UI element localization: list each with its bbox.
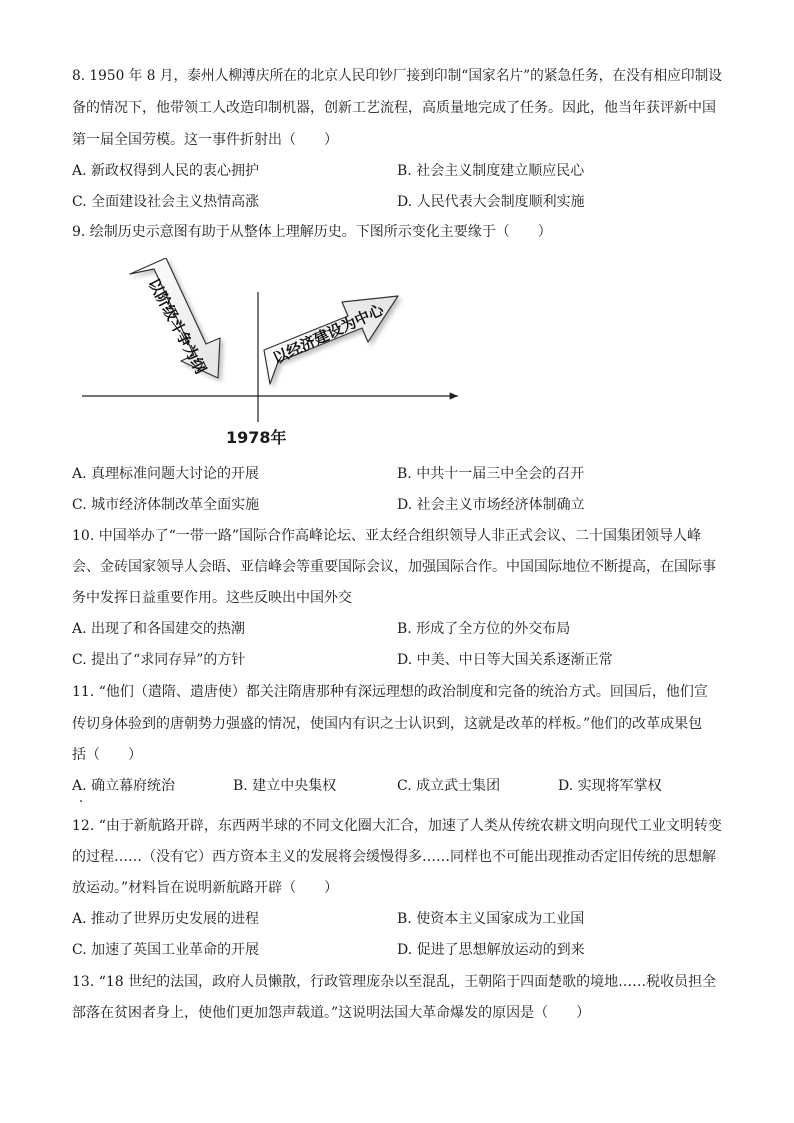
q12-option-d[interactable]: D. 促进了思想解放运动的到来 (397, 942, 585, 958)
q11-option-c[interactable]: C. 成立武士集团 (397, 778, 501, 794)
q13-stem-line-2: 部落在贫困者身上，使他们更加怨声载道。”这说明法国大革命爆发的原因是（ ） (72, 1005, 591, 1021)
q13-stem-line-1: 13. “18 世纪的法国，政府人员懒散，行政管理庞杂以至混乱，王朝陷于四面楚歌的境地……税收员担全 (72, 974, 717, 990)
q9-stem: 9. 绘制历史示意图有助于从整体上理解历史。下图所示变化主要缘于（ ） (72, 224, 552, 240)
q12-option-b[interactable]: B. 使资本主义国家成为工业国 (397, 911, 585, 927)
q10-option-d[interactable]: D. 中美、中日等大国关系逐渐正常 (397, 652, 613, 668)
q8-option-a[interactable]: A. 新政权得到人民的衷心拥护 (72, 163, 260, 179)
stray-dot (80, 800, 82, 802)
q10-stem-line-2: 会、金砖国家领导人会晤、亚信峰会等重要国际会议，加强国际合作。中国国际地位不断提高，在国际事 (72, 559, 716, 575)
q11-option-b[interactable]: B. 建立中央集权 (233, 778, 337, 794)
q11-stem-line-1: 11. “他们（遣隋、遣唐使）都关注隋唐那种有深远理想的政治制度和完备的统治方式。回国后，他们宣 (72, 684, 708, 700)
q10-stem-line-3: 务中发挥日益重要作用。这些反映出中国外交 (72, 590, 352, 606)
q8-stem-line-1: 8. 1950 年 8 月，泰州人柳溥庆所在的北京人民印钞厂接到印制“国家名片”的紧急任务，在没有相应印制设 (72, 68, 723, 84)
q8-stem-line-2: 备的情况下，他带领工人改造印制机器，创新工艺流程，高质量地完成了任务。因此，他当年获评新中国 (72, 100, 716, 116)
q12-option-c[interactable]: C. 加速了英国工业革命的开展 (72, 942, 260, 958)
arrow-up-label: 以经济建设为中心 (270, 300, 387, 368)
q9-option-d[interactable]: D. 社会主义市场经济体制确立 (397, 497, 585, 513)
q11-stem-line-3: 括（ ） (72, 747, 142, 763)
q8-option-c[interactable]: C. 全面建设社会主义热情高涨 (72, 194, 260, 210)
q9-option-a[interactable]: A. 真理标准问题大讨论的开展 (72, 466, 260, 482)
q11-option-d[interactable]: D. 实现将军掌权 (558, 778, 662, 794)
q12-option-a[interactable]: A. 推动了世界历史发展的进程 (72, 911, 260, 927)
q10-option-c[interactable]: C. 提出了“求同存异”的方针 (72, 652, 246, 668)
q10-stem-line-1: 10. 中国举办了“一带一路”国际合作高峰论坛、亚太经合组织领导人非正式会议、二十国集团领导人峰 (72, 528, 702, 544)
q9-year-label: 1978年 (226, 428, 287, 447)
arrow-down-label: 以阶级斗争为纲 (144, 275, 210, 377)
q8-stem-line-3: 第一届全国劳模。这一事件折射出（ ） (72, 132, 338, 148)
q11-option-a[interactable]: A. 确立幕府统治 (72, 778, 176, 794)
q9-option-c[interactable]: C. 城市经济体制改革全面实施 (72, 497, 260, 513)
q11-stem-line-2: 传切身体验到的唐朝势力强盛的情况，使国内有识之士认识到，这就是改革的样板。”他们的改革成果包 (72, 716, 703, 732)
q8-option-d[interactable]: D. 人民代表大会制度顺利实施 (397, 194, 585, 210)
q12-stem-line-3: 放运动。”材料旨在说明新航路开辟（ ） (72, 880, 339, 896)
q12-stem-line-2: 的过程……（没有它）西方资本主义的发展将会缓慢得多……同样也不可能出现推动否定旧传统的思想解 (72, 849, 716, 865)
q10-option-b[interactable]: B. 形成了全方位的外交布局 (397, 621, 571, 637)
q10-option-a[interactable]: A. 出现了和各国建交的热潮 (72, 621, 246, 637)
q8-option-b[interactable]: B. 社会主义制度建立顺应民心 (397, 163, 585, 179)
q9-option-b[interactable]: B. 中共十一届三中全会的召开 (397, 466, 585, 482)
q12-stem-line-1: 12. “由于新航路开辟，东西两半球的不同文化圈大汇合，加速了人类从传统农耕文明向现代工业文明转变 (72, 818, 722, 834)
